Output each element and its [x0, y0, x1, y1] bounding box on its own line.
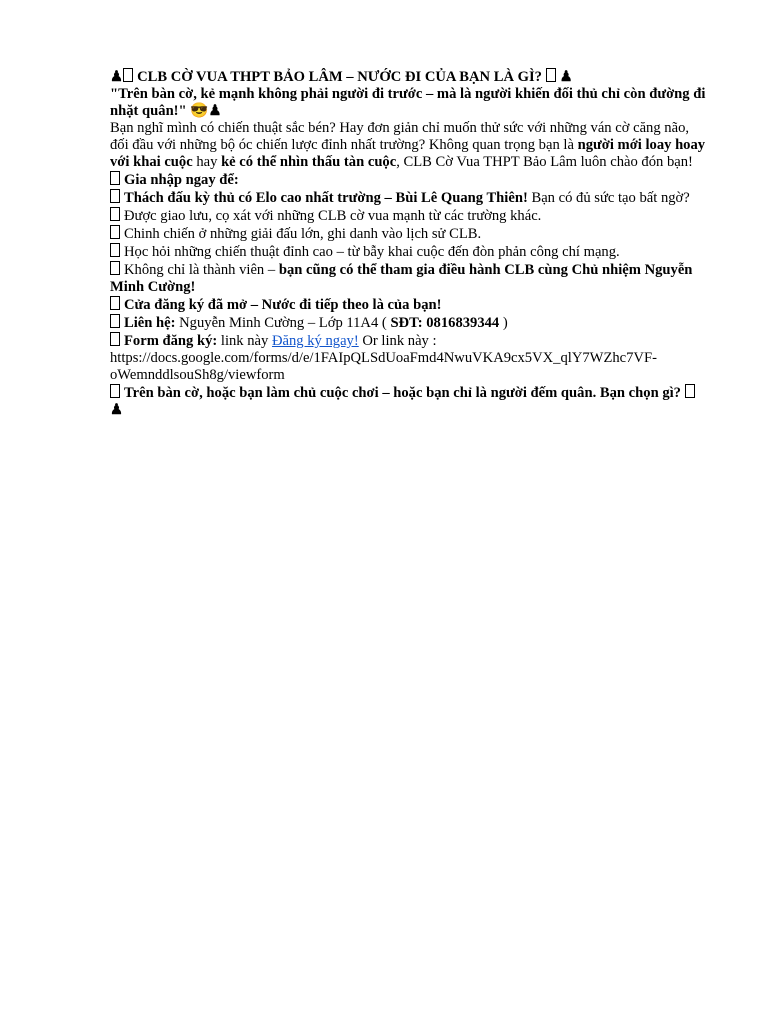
bullet-item	[110, 207, 710, 225]
closing-text: Trên bàn cờ, hoặc bạn làm chủ cuộc chơi – hoặc bạn chỉ là người đếm quân. Bạn chọn gì?	[124, 385, 681, 401]
chess-pawn-icon: ♟	[559, 69, 573, 85]
contact-text: Nguyễn Minh Cường – Lớp 11A4 (	[175, 315, 391, 331]
missing-glyph-icon	[110, 225, 120, 239]
contact-label: Liên hệ:	[124, 315, 176, 331]
join-heading	[110, 171, 710, 189]
missing-glyph-icon	[110, 384, 120, 398]
form-label: Form đăng ký:	[124, 333, 218, 349]
intro-bold-2: kẻ có thể nhìn thấu tàn cuộc	[221, 154, 397, 170]
quote-line	[110, 86, 710, 120]
quote-text: "Trên bàn cờ, kẻ mạnh không phải người đi trước – mà là người khiến đối thủ chỉ còn đường đi nhặt quân!"	[110, 86, 706, 119]
title-text: CLB CỜ VUA THPT BẢO LÂM – NƯỚC ĐI CỦA BẠN LÀ GÌ?	[137, 69, 542, 85]
bullet-3-text: Chinh chiến ở những giải đấu lớn, ghi danh vào lịch sử CLB.	[124, 226, 482, 242]
registration-open-text: Cửa đăng ký đã mở – Nước đi tiếp theo là của bạn!	[124, 297, 442, 313]
document-title	[110, 68, 710, 86]
closing-line	[110, 384, 710, 419]
bullet-1-bold: Thách đấu kỳ thủ có Elo cao nhất trường – Bùi Lê Quang Thiên!	[124, 190, 528, 206]
missing-glyph-icon	[110, 332, 120, 346]
missing-glyph-icon	[546, 68, 556, 82]
document-body	[110, 68, 710, 419]
missing-glyph-icon	[110, 243, 120, 257]
intro-paragraph	[110, 120, 710, 171]
bullet-item	[110, 261, 710, 296]
bullet-5-bold: bạn cũng có thể tham gia điều hành CLB cùng Chủ nhiệm Nguyễn Minh Cường!	[110, 262, 693, 295]
missing-glyph-icon	[110, 189, 120, 203]
missing-glyph-icon	[110, 296, 120, 310]
bullet-item	[110, 243, 710, 261]
form-url-text: Or link này : https://docs.google.com/forms/d/e/1FAIpQLSdUoaFmd4NwuVKA9cx5VX_qlY7WZhc7VF-oWemnddlsouSh8g/viewform	[110, 333, 657, 383]
intro-text-3: , CLB Cờ Vua THPT Bảo Lâm luôn chào đón bạn!	[396, 154, 693, 170]
registration-open-line	[110, 296, 710, 314]
bullet-4-text: Học hỏi những chiến thuật đỉnh cao – từ bẫy khai cuộc đến đòn phản công chí mạng.	[124, 244, 620, 260]
form-line	[110, 332, 710, 384]
intro-text-1: Bạn nghĩ mình có chiến thuật sắc bén? Hay đơn giản chỉ muốn thử sức với những ván cờ căng não, đối đầu với những bộ óc chiến lược đỉnh nhất trường? Không quan trọng bạn là	[110, 120, 690, 153]
register-link[interactable]: Đăng ký ngay!	[271, 333, 359, 349]
bullet-item	[110, 189, 710, 207]
bullet-1-text: Bạn có đủ sức tạo bất ngờ?	[527, 190, 690, 206]
chess-pawn-icon: ♟	[110, 69, 124, 85]
missing-glyph-icon	[110, 314, 120, 328]
missing-glyph-icon	[123, 68, 133, 82]
form-text-1: link này	[217, 333, 272, 349]
missing-glyph-icon	[110, 261, 120, 275]
intro-text-2: hay	[192, 154, 222, 170]
cool-face-emoji-icon: 😎	[190, 103, 209, 119]
bullet-5-text: Không chỉ là thành viên –	[124, 262, 279, 278]
missing-glyph-icon	[685, 384, 695, 398]
contact-close: )	[499, 315, 508, 331]
bullet-item	[110, 225, 710, 243]
intro-bold-1: người mới loay hoay với khai cuộc	[110, 137, 706, 170]
bullet-2-text: Được giao lưu, cọ xát với những CLB cờ vua mạnh từ các trường khác.	[124, 208, 542, 224]
missing-glyph-icon	[110, 207, 120, 221]
chess-pawn-icon: ♟	[110, 402, 124, 418]
chess-pawn-icon: ♟	[208, 103, 222, 119]
join-heading-text: Gia nhập ngay để:	[124, 172, 239, 188]
contact-line	[110, 314, 710, 332]
missing-glyph-icon	[110, 171, 120, 185]
contact-phone: SĐT: 0816839344	[390, 315, 500, 331]
